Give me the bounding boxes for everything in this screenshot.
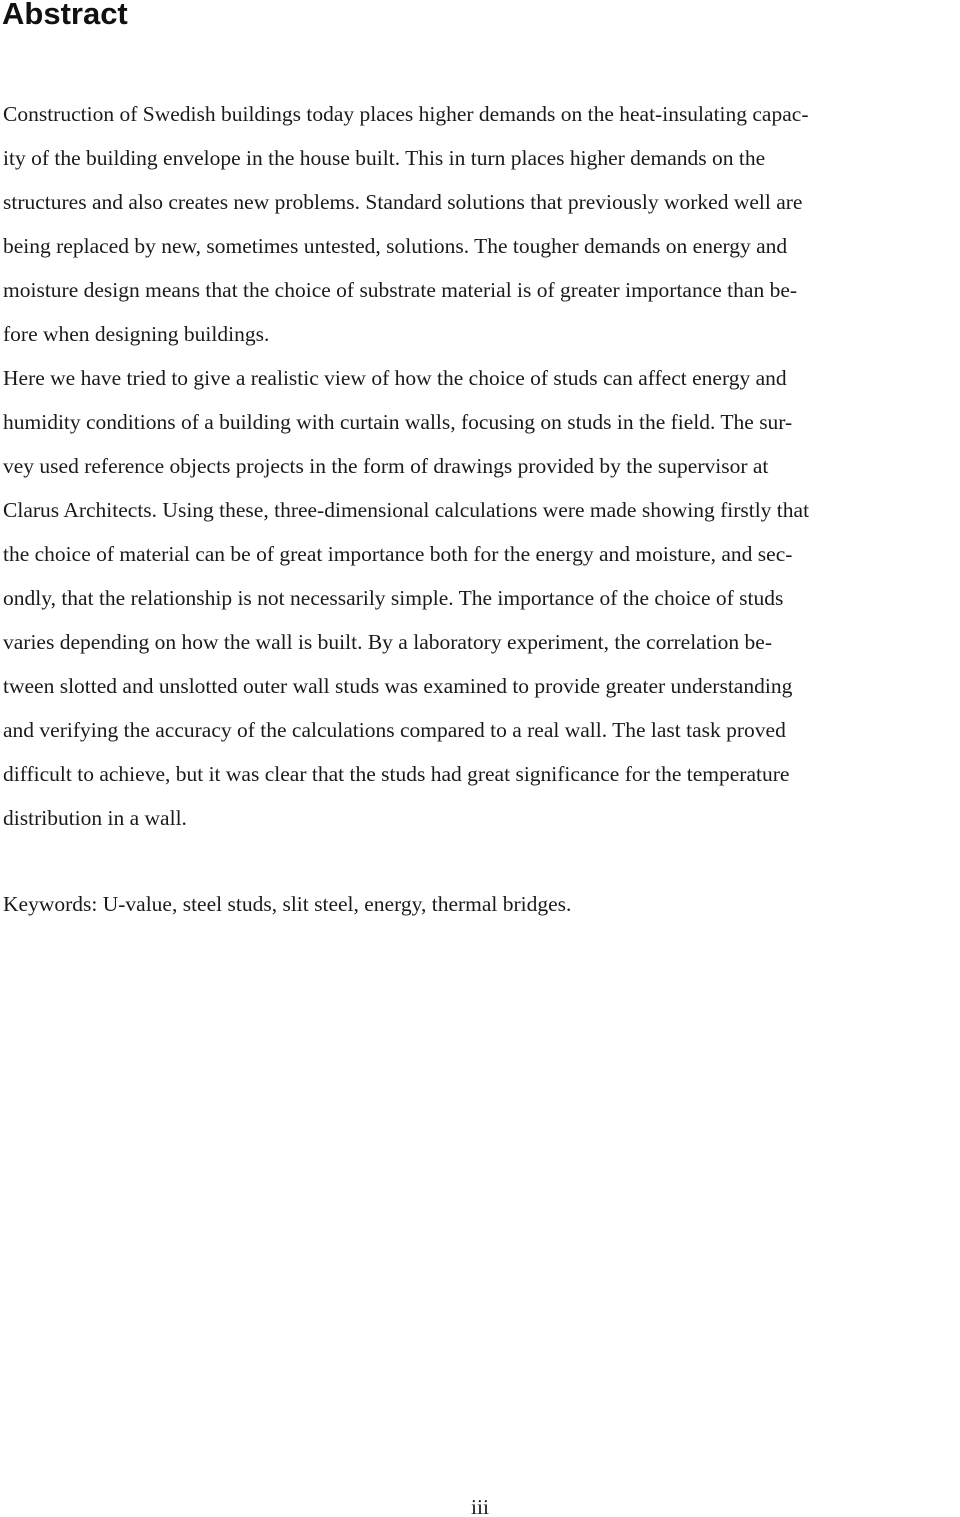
text-line: being replaced by new, sometimes untested, solutions. The tougher demands on energy and xyxy=(3,234,788,258)
text-line: vey used reference objects projects in the form of drawings provided by the supervisor at xyxy=(3,454,769,478)
text-line: moisture design means that the choice of substrate material is of greater importance than be- xyxy=(3,278,798,302)
keywords-line: Keywords: U-value, steel studs, slit steel, energy, thermal bridges. xyxy=(3,892,572,916)
text-line: structures and also creates new problems. Standard solutions that previously worked well are xyxy=(3,190,803,214)
text-line: tween slotted and unslotted outer wall studs was examined to provide greater understanding xyxy=(3,674,793,698)
text-line: ity of the building envelope in the house built. This in turn places higher demands on the xyxy=(3,146,766,170)
text-line: Construction of Swedish buildings today places higher demands on the heat-insulating capac- xyxy=(3,102,809,126)
text-line: the choice of material can be of great importance both for the energy and moisture, and sec- xyxy=(3,542,793,566)
text-line: ondly, that the relationship is not necessarily simple. The importance of the choice of studs xyxy=(3,586,784,610)
page-number: iii xyxy=(471,1495,489,1517)
text-line: Clarus Architects. Using these, three-dimensional calculations were made showing firstly that xyxy=(3,498,810,522)
text-line: difficult to achieve, but it was clear that the studs had great significance for the temperature xyxy=(3,762,790,786)
text-line: and verifying the accuracy of the calculations compared to a real wall. The last task proved xyxy=(3,718,786,742)
text-line: Here we have tried to give a realistic view of how the choice of studs can affect energy and xyxy=(3,366,787,390)
text-line: distribution in a wall. xyxy=(3,806,187,830)
text-line: fore when designing buildings. xyxy=(3,322,270,346)
page-title: Abstract xyxy=(2,0,128,31)
text-line: humidity conditions of a building with curtain walls, focusing on studs in the field. The sur- xyxy=(3,410,793,434)
text-line: varies depending on how the wall is built. By a laboratory experiment, the correlation be- xyxy=(3,630,772,654)
